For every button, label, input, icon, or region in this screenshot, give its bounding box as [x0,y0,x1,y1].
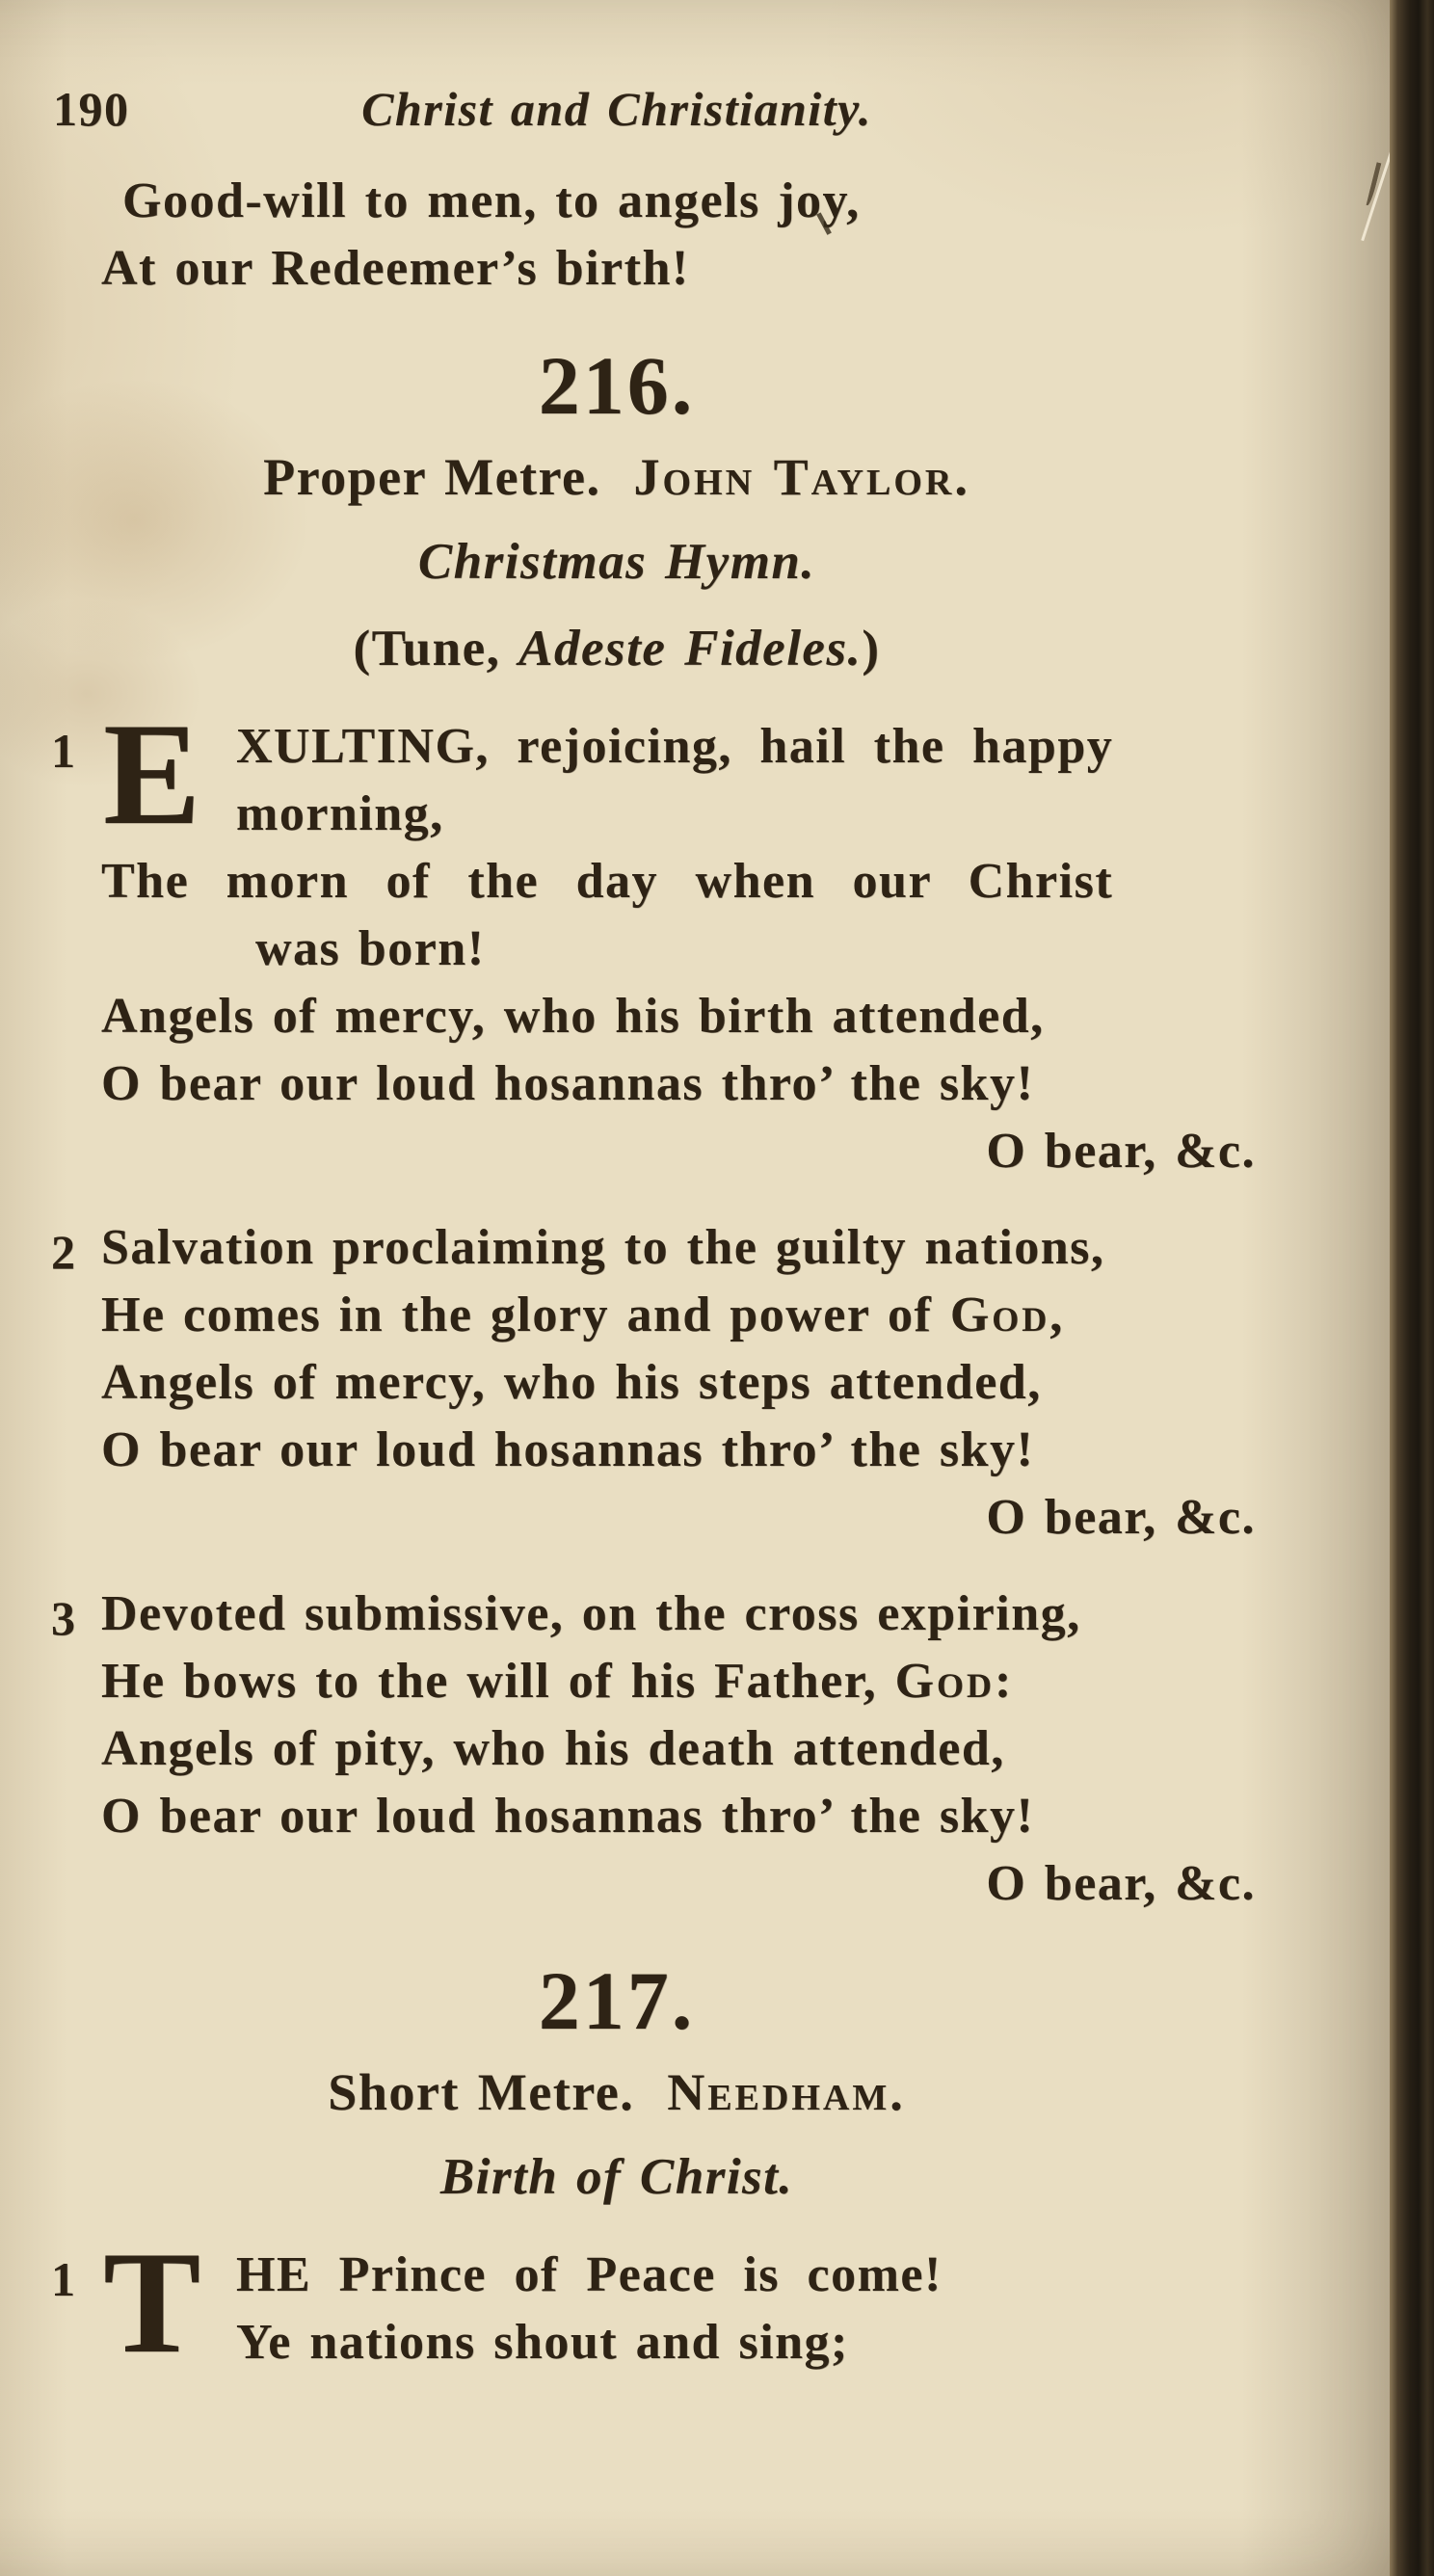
metre-label: Short Metre. [328,2063,635,2121]
verse-line: Angels of pity, who his death attended, [101,1721,1005,1776]
verse-line: was born! [255,921,486,976]
tune-line [101,613,1296,684]
tune-suffix: ) [862,621,881,677]
author-name: John Taylor. [633,448,970,506]
verse-line: He bows to the will of his Father, God: [101,1654,1013,1709]
refrain-line: O bear, &c. [986,1856,1256,1911]
verse-line: Devoted submissive, on the cross expiring, [101,1586,1081,1641]
deity-smallcaps: God [949,1288,1050,1342]
hymn-title: Birth of Christ. [439,2149,794,2205]
verse-line: O bear our loud hosannas thro’ the sky! [101,1422,1035,1477]
page-number: 190 [53,82,130,136]
verse-line: Angels of mercy, who his steps attended, [101,1355,1042,1410]
hymn-216-verse-2 [51,1214,1296,1552]
refrain-line: O bear, &c. [986,1490,1256,1545]
carryover-stanza [101,168,1296,303]
verse-line: He comes in the glory and power of God, [101,1288,1064,1342]
author-name: Needham. [667,2063,906,2121]
hymn-217 [51,1951,1296,2383]
verse-line: O bear our loud hosannas thro’ the sky! [101,1056,1035,1111]
hymn-216 [51,335,1296,1918]
verse-line: morning, [236,786,444,841]
verse-line: Good-will to men, to angels joy, [122,173,861,228]
tune-prefix: (Tune, [353,621,519,677]
hymn-216-verse-1 [51,693,1296,1185]
verse-number: 1 [51,724,77,778]
metre-line [101,2057,1296,2128]
verse-line: At our Redeemer’s birth! [101,241,690,296]
verse-line: XULTING, rejoicing, hail the happy [236,719,1114,774]
verse-line: The morn of the day when our Christ [101,854,1114,909]
tune-name: Adeste Fideles. [518,621,863,677]
hymn-216-verse-3 [51,1580,1296,1918]
verse-opening [101,2221,1296,2383]
page-header [53,75,1296,143]
verse-number: 1 [51,2252,77,2306]
metre-label: Proper Metre. [263,448,601,506]
drop-cap: E [103,693,201,855]
drop-cap: T [103,2221,201,2383]
running-title: Christ and Christianity. [361,82,872,136]
deity-smallcaps: God [894,1654,996,1709]
verse-line: HE Prince of Peace is come! [236,2247,943,2302]
verse-number: 2 [51,1225,77,1279]
hymn-217-verse-1 [51,2221,1296,2383]
verse-line: O bear our loud hosannas thro’ the sky! [101,1789,1035,1844]
page-edge-shadow [1390,0,1434,2576]
hymn-number: 216. [538,339,696,432]
verse-number: 3 [51,1591,77,1645]
verse-line: Angels of mercy, who his birth attended, [101,989,1045,1044]
verse-line: Salvation proclaiming to the guilty nations, [101,1220,1105,1275]
refrain-line: O bear, &c. [986,1124,1256,1179]
verse-line: Ye nations shout and sing; [236,2315,849,2370]
hymn-title: Christmas Hymn. [417,534,816,590]
verse-opening [101,693,1296,855]
hymn-number: 217. [538,1954,696,2047]
metre-line [101,441,1296,513]
